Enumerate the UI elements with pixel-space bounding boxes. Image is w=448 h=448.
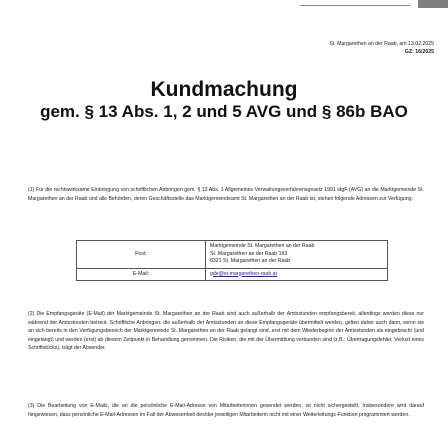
paragraph-2: (2) Die Empfangsgeräte (E-Mail) der Marktgemeinde St. Margarethen an der Raab sind auch außerhalb der Amtsstunden empfangsbereit, allerdings werden diese nur während der Amtsstunden betreut. Schriftliche Anbringen, die außerhalb der Amtsstunden an diese Empfangsgeräte übermittelt werden, gelten daher auch dann, wenn sie an sich bereits in den Verfügungsbereich der Marktgemeinde St. Margarethen an der Raab gelangt sind, erst mit dem Wiederbeginn der Amtsstunden als eingebracht (und eingelangt) und werden (erst) ab diesem Zeitpunkt in Behandlung genommen. Die Risiken, die mit der Übermittlung verbunden sind (z.B.: Übertragungsfehler, Verlust eines Schriftstücks), trägt der Absender.: [28, 311, 424, 351]
contact-key: Post:: [77, 241, 206, 269]
paragraph-3: (3) Die Bearbeitung von E-Mails, die an die persönliche E-Mail-Adresse von Mitarbeiterinnen gesendet werden, ist nicht sichergestellt. Insbesondere wird darauf hingewiesen, dass persönliche E-Mail-Adressen im Fall der Abwesenheit des/der jeweiligen Mitarbeiterin nicht mit einer Weiterleitungs-Funktion programmiert werden.: [28, 403, 424, 418]
dateline: [329, 40, 434, 56]
contact-line: Marktgemeinde St. Margarethen an der Raab: [210, 243, 315, 249]
bottom-fade: [0, 434, 448, 448]
page-title: Kundmachung: [150, 78, 298, 101]
paragraph-1: (1) Für die rechtswirksame Einbringung von schriftlichen Anbringen gem. § 13 Abs. 1 Allgemeines Verwaltungsverfahrensgesetz 1991 idgF (AVG) an die Marktgemeinde St. Margarethen an der Raab und alle Behörden, deren Geschäftsstelle das Marktgemeindeamt St. Margarethen an der Raab ist, stehen folgende Adressen zur Verfügung:: [28, 187, 424, 202]
place-date: St. Margarethen an der Raab, am 13.02.2025: [329, 41, 434, 47]
contact-value: [206, 268, 388, 281]
contact-table: [76, 240, 388, 281]
contact-value: [206, 241, 388, 269]
table-row: [77, 268, 388, 281]
contact-line: 8321 St. Margarethen an der Raab: [210, 258, 291, 264]
table-row: [77, 241, 388, 269]
top-rule: [300, 5, 410, 6]
top-color-block: [418, 0, 448, 8]
reference-number: GZ: 16/2025: [404, 49, 434, 55]
contact-key: E-Mail:: [77, 268, 206, 281]
contact-line: St. Margarethen an der Raab 163: [210, 250, 288, 257]
page-subtitle: gem. § 13 Abs. 1, 2 und 5 AVG und § 86b BAO: [40, 102, 408, 121]
title-block: [0, 78, 448, 122]
top-decoration: [300, 0, 448, 12]
email-link[interactable]: gde@st-margarethen-raab.at: [210, 270, 277, 277]
